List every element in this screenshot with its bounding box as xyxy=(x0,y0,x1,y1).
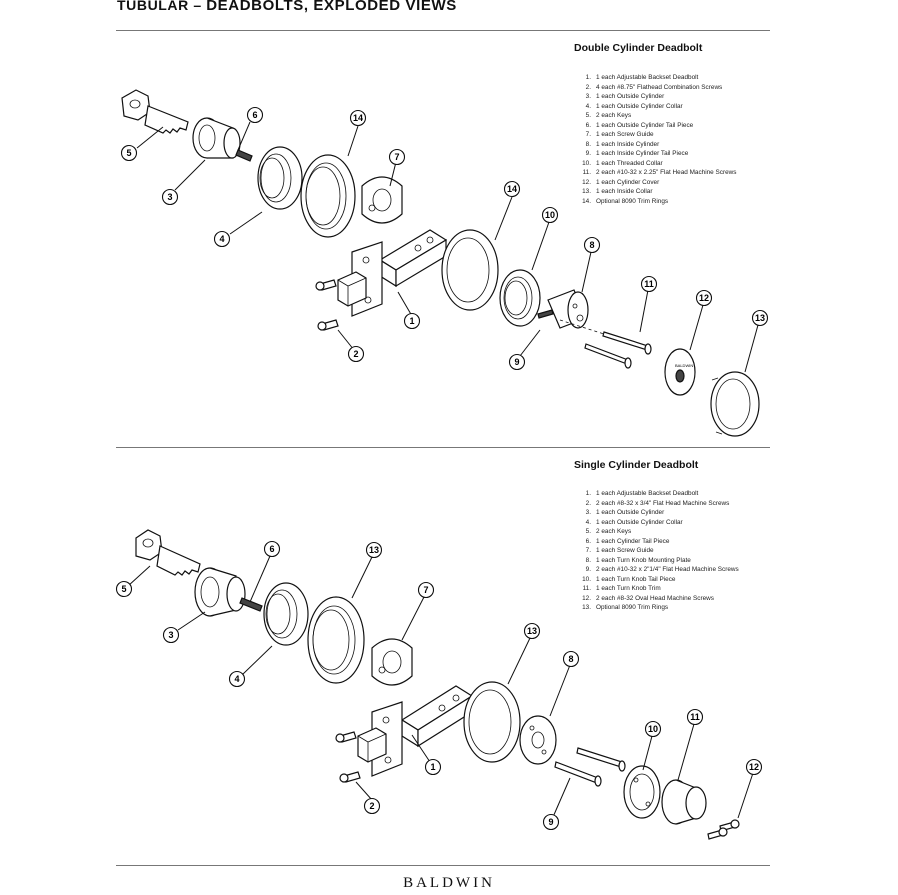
callout-13b xyxy=(525,624,540,639)
part-number: 1. xyxy=(585,490,591,497)
single-screw-guide-part xyxy=(372,639,412,685)
single-outside-cylinder-part xyxy=(195,568,262,616)
svg-text:11: 11 xyxy=(644,279,654,289)
callout-11 xyxy=(688,710,703,725)
part-number: 14. xyxy=(582,197,591,205)
part-number: 5. xyxy=(585,528,591,535)
part-description: 1 each Turn Knob Trim xyxy=(596,585,661,592)
part-description: 2 each Keys xyxy=(596,528,632,535)
svg-text:7: 7 xyxy=(394,152,400,162)
part-description: 1 each Adjustable Backset Deadbolt xyxy=(596,74,699,81)
part-description: 1 each Cylinder Tail Piece xyxy=(596,537,670,545)
part-number: 8. xyxy=(585,556,591,564)
part-description: 1 each Inside Cylinder Tail Piece xyxy=(596,150,689,157)
svg-text:10: 10 xyxy=(544,210,556,220)
svg-text:6: 6 xyxy=(269,544,275,554)
callout-10 xyxy=(646,722,661,737)
part-number: 10. xyxy=(582,575,591,583)
part-description: 2 each #8-32 Oval Head Machine Screws xyxy=(596,594,714,602)
part-description: 1 each Cylinder Cover xyxy=(596,178,660,186)
svg-text:3: 3 xyxy=(168,630,174,640)
part-description: 1 each Threaded Collar xyxy=(596,159,663,167)
part-number: 9. xyxy=(585,566,591,573)
single-key-part xyxy=(136,530,200,575)
svg-text:1: 1 xyxy=(409,316,415,326)
part-description: 1 each Outside Cylinder xyxy=(596,93,665,100)
header-prefix: TUBULAR – xyxy=(117,0,207,13)
double-cylinder-title: Double Cylinder Deadbolt xyxy=(574,42,703,54)
svg-text:14: 14 xyxy=(352,113,364,123)
svg-text:9: 9 xyxy=(514,357,520,367)
svg-text:4: 4 xyxy=(234,674,240,684)
part-number: 3. xyxy=(585,509,591,516)
svg-text:13: 13 xyxy=(526,626,538,636)
part-description: 1 each Screw Guide xyxy=(596,547,654,554)
part-description: 4 each #8.75" Flathead Combination Screws xyxy=(596,83,723,91)
callout-12 xyxy=(747,760,762,775)
part-description: 2 each #10-32 x 2"1/4" Flat Head Machine Screws xyxy=(596,566,739,573)
part-number: 13. xyxy=(582,604,591,611)
callout-7 xyxy=(419,583,434,598)
part-number: 2. xyxy=(585,83,591,91)
svg-text:10: 10 xyxy=(647,724,659,734)
svg-text:12: 12 xyxy=(698,293,710,303)
part-number: 13. xyxy=(582,188,591,195)
callout-3 xyxy=(164,628,179,643)
single-screws-part xyxy=(336,732,360,782)
turn-knob-tail-piece-part xyxy=(624,766,660,818)
part-number: 12. xyxy=(582,178,591,186)
part-number: 12. xyxy=(582,594,591,602)
part-number: 8. xyxy=(585,140,591,148)
part-description: 1 each Turn Knob Mounting Plate xyxy=(596,556,691,564)
single-trim-ring-part xyxy=(308,597,364,683)
part-description: 1 each Adjustable Backset Deadbolt xyxy=(596,490,699,497)
svg-text:12: 12 xyxy=(748,762,760,772)
callout-5 xyxy=(117,582,132,597)
part-number: 5. xyxy=(585,112,591,119)
oval-head-screws-part xyxy=(708,820,739,839)
part-description: 2 each #8-32 x 3/4" Flat Head Machine Screws xyxy=(596,499,730,507)
part-number: 7. xyxy=(585,131,591,138)
svg-text:6: 6 xyxy=(252,110,258,120)
callout-13 xyxy=(367,543,382,558)
single-cylinder-title: Single Cylinder Deadbolt xyxy=(574,459,699,471)
part-description: 1 each Outside Cylinder xyxy=(596,509,665,516)
mounting-plate-part xyxy=(520,716,556,764)
part-number: 11. xyxy=(582,585,591,592)
svg-text:7: 7 xyxy=(423,585,429,595)
part-description: 1 each Inside Cylinder xyxy=(596,140,660,148)
svg-text:3: 3 xyxy=(167,192,173,202)
header-title: DEADBOLTS, EXPLODED VIEWS xyxy=(206,0,457,14)
part-description: Optional 8090 Trim Rings xyxy=(596,197,669,205)
svg-text:11: 11 xyxy=(690,712,700,722)
svg-text:2: 2 xyxy=(353,349,359,359)
svg-text:13: 13 xyxy=(368,545,380,555)
cover-lettering: BALDWIN xyxy=(675,363,694,368)
callout-1 xyxy=(426,760,441,775)
part-number: 7. xyxy=(585,547,591,554)
part-number: 6. xyxy=(585,537,591,545)
part-description: 1 each Outside Cylinder Tail Piece xyxy=(596,121,694,129)
part-number: 11. xyxy=(582,169,591,176)
part-description: 2 each Keys xyxy=(596,112,632,119)
callout-6 xyxy=(265,542,280,557)
svg-text:8: 8 xyxy=(568,654,574,664)
turn-knob-part xyxy=(662,780,706,824)
single-deadbolt-latch-part xyxy=(358,686,472,776)
svg-text:14: 14 xyxy=(506,184,518,194)
part-description: 1 each Turn Knob Tail Piece xyxy=(596,575,676,583)
svg-text:8: 8 xyxy=(589,240,595,250)
part-number: 9. xyxy=(585,150,591,157)
part-description: 1 each Outside Cylinder Collar xyxy=(596,102,683,110)
part-number: 4. xyxy=(585,102,591,110)
svg-text:4: 4 xyxy=(219,234,225,244)
svg-text:9: 9 xyxy=(548,817,554,827)
callout-9 xyxy=(544,815,559,830)
callout-4 xyxy=(230,672,245,687)
svg-text:5: 5 xyxy=(126,148,132,158)
part-description: 1 each Inside Collar xyxy=(596,188,653,195)
part-number: 6. xyxy=(585,121,591,129)
part-number: 10. xyxy=(582,159,591,167)
brand-logo: BALDWIN xyxy=(403,875,495,891)
part-description: 2 each #10-32 x 2.25" Flat Head Machine Screws xyxy=(596,169,737,176)
svg-text:1: 1 xyxy=(430,762,436,772)
single-trim-ring-right-part xyxy=(464,682,520,762)
callout-8 xyxy=(564,652,579,667)
part-description: 1 each Screw Guide xyxy=(596,131,654,138)
part-number: 3. xyxy=(585,93,591,100)
single-outside-collar-part xyxy=(264,583,308,645)
part-number: 1. xyxy=(585,74,591,81)
svg-text:2: 2 xyxy=(369,801,375,811)
part-number: 2. xyxy=(585,499,591,507)
part-description: Optional 8090 Trim Rings xyxy=(596,604,669,611)
svg-text:13: 13 xyxy=(754,313,766,323)
part-number: 4. xyxy=(585,518,591,526)
svg-text:5: 5 xyxy=(121,584,127,594)
callout-2 xyxy=(365,799,380,814)
single-machine-screws-part xyxy=(555,748,625,786)
part-description: 1 each Outside Cylinder Collar xyxy=(596,518,683,526)
